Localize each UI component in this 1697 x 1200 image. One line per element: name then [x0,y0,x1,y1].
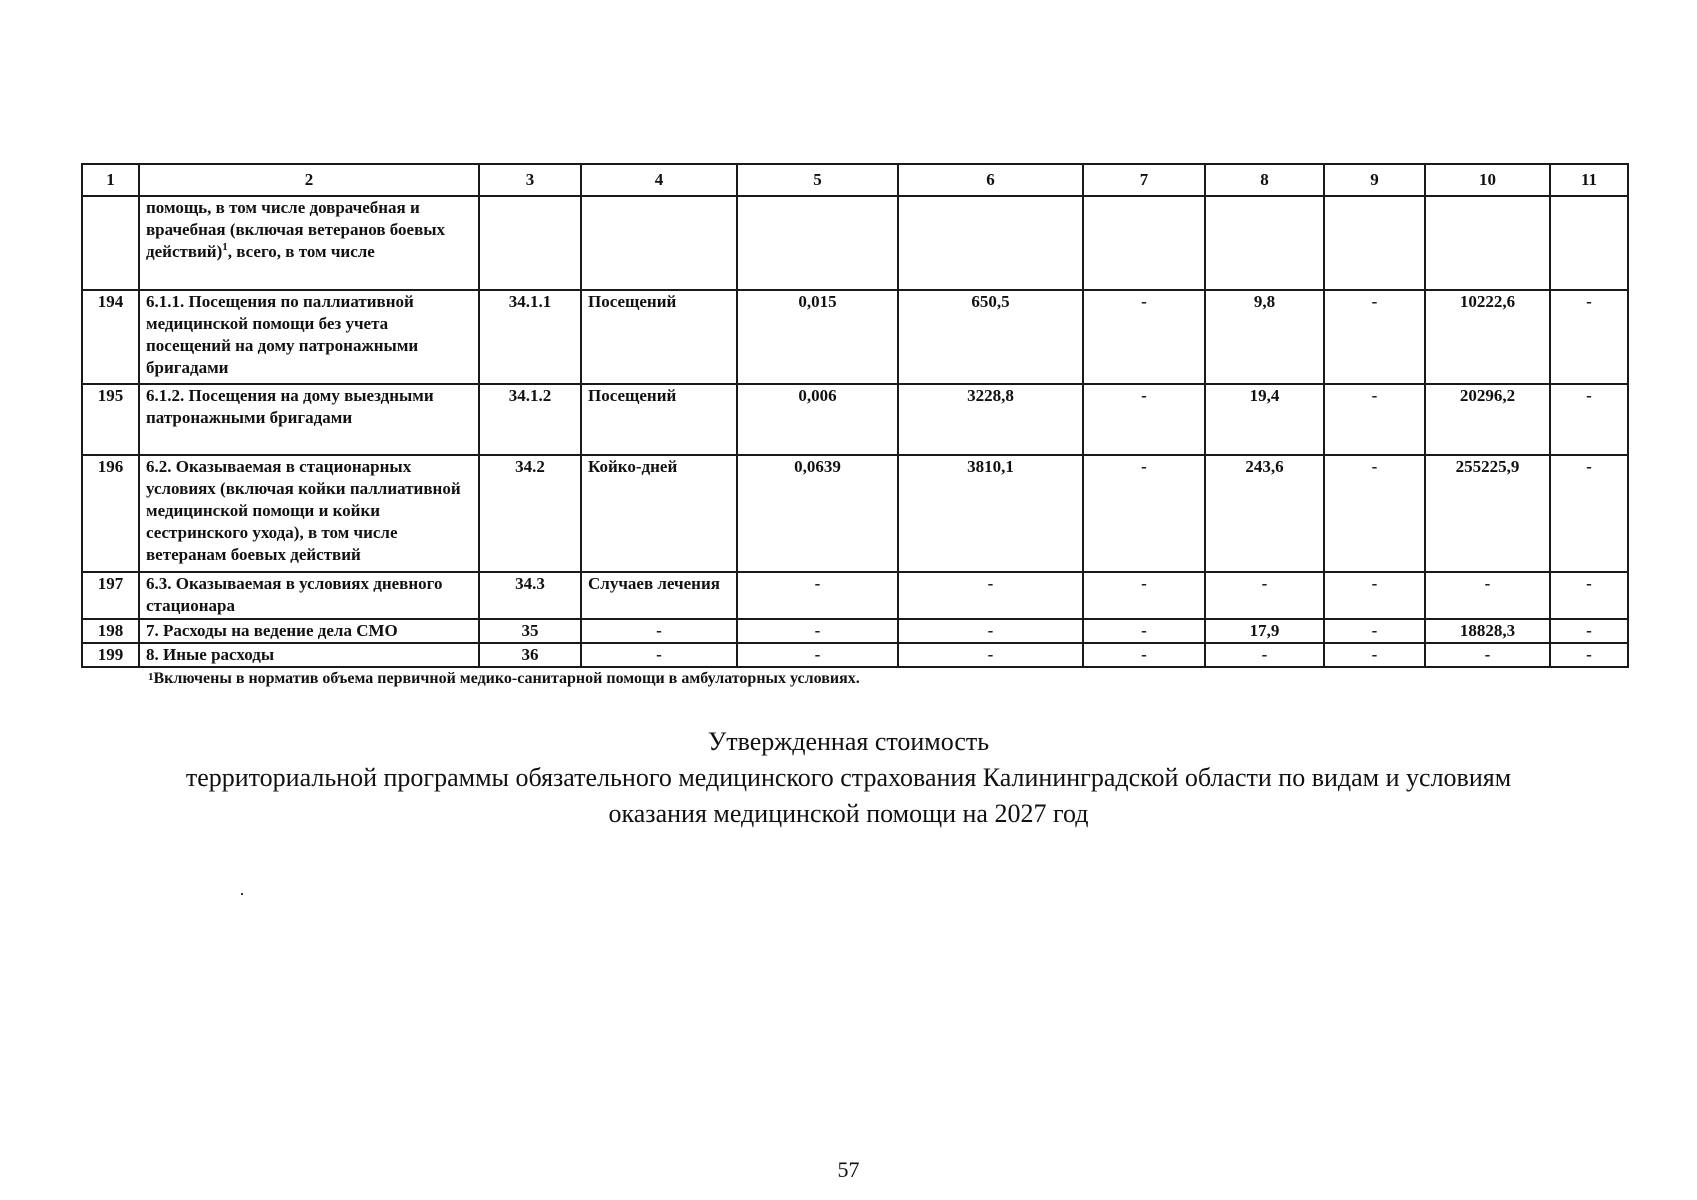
header-cell: 3 [479,164,581,196]
heading-line-3: оказания медицинской помощи на 2027 год [608,799,1089,828]
row-col11: - [1550,572,1628,619]
header-cell: 4 [581,164,737,196]
row-name-cell: помощь, в том числе доврачебная и врачебная (включая ветеранов боевых действий)$^1$, всего, в том числе [139,196,479,290]
row-code: 34.3 [479,572,581,619]
row-col10: 18828,3 [1425,619,1550,643]
row-number: 196 [82,455,139,572]
row-code: 34.2 [479,455,581,572]
row-col11: - [1550,455,1628,572]
heading-line-2: территориальной программы обязательного медицинского страхования Калининградской области по видам и условиям [185,763,1512,792]
table-header-row [82,164,1628,196]
header-cell: 8 [1205,164,1324,196]
row-col5: 0,015 [737,290,898,384]
row-number: 195 [82,384,139,455]
table-row [82,384,1628,455]
row-col8: - [1205,572,1324,619]
row-code: 35 [479,619,581,643]
row-number: 198 [82,619,139,643]
row-col11: - [1550,384,1628,455]
row-col10: 20296,2 [1425,384,1550,455]
header-cell: 6 [898,164,1083,196]
footnote [148,670,860,688]
row-col9: - [1324,384,1425,455]
row-unit: Посещений [581,384,737,455]
row-col6: - [898,572,1083,619]
row-col9: - [1324,290,1425,384]
page-number: 57 [837,1157,860,1182]
row-unit: Койко-дней [581,455,737,572]
row-code: 34.1.2 [479,384,581,455]
table-row [82,290,1628,384]
header-cell: 9 [1324,164,1425,196]
row-col5: 0,0639 [737,455,898,572]
footnote-marker: 1 [148,671,154,683]
row-name: 6.3. Оказываемая в условиях дневного стационара [139,572,479,619]
row-col6: 3228,8 [898,384,1083,455]
row-col10: - [1425,572,1550,619]
table-row [82,619,1628,643]
header-cell: 7 [1083,164,1205,196]
row-col9: - [1324,619,1425,643]
table-row [82,455,1628,572]
row-col6: 3810,1 [898,455,1083,572]
row-number: 199 [82,643,139,667]
row-col6: - [898,643,1083,667]
row-col6: - [898,619,1083,643]
row-unit: Посещений [581,290,737,384]
header-cell: 1 [82,164,139,196]
row-col10: 10222,6 [1425,290,1550,384]
row-col5: - [737,572,898,619]
row-col8: 243,6 [1205,455,1324,572]
row-col9: - [1324,455,1425,572]
row-name: 6.1.1. Посещения по паллиативной медицинской помощи без учета посещений на дому патронажными бригадами [139,290,479,384]
table-row [82,643,1628,667]
row-col9: - [1324,643,1425,667]
row-col11: - [1550,290,1628,384]
row-col8: 17,9 [1205,619,1324,643]
row-col5: - [737,619,898,643]
header-cell: 10 [1425,164,1550,196]
footnote-marker: 1 [222,241,228,253]
row-col11: - [1550,643,1628,667]
row-name: 6.1.2. Посещения на дому выездными патронажными бригадами [139,384,479,455]
row-col8: - [1205,643,1324,667]
row-col5: - [737,643,898,667]
row-name: 6.2. Оказываемая в стационарных условиях (включая койки паллиативной медицинской помощи и койки сестринского ухода), в том числе ветеранам боевых действий [139,455,479,572]
header-cell: 11 [1550,164,1628,196]
row-col8: 19,4 [1205,384,1324,455]
row-col7: - [1083,619,1205,643]
row-col11: - [1550,619,1628,643]
cost-table [81,163,1629,668]
section-heading [0,724,1697,832]
row-col10: 255225,9 [1425,455,1550,572]
row-code: 36 [479,643,581,667]
row-unit: - [581,643,737,667]
row-col6: 650,5 [898,290,1083,384]
scan-speck [241,893,243,895]
row-col7: - [1083,455,1205,572]
row-col8: 9,8 [1205,290,1324,384]
row-col9: - [1324,572,1425,619]
row-col7: - [1083,572,1205,619]
row-col7: - [1083,290,1205,384]
row-col7: - [1083,384,1205,455]
row-name: 8. Иные расходы [139,643,479,667]
row-col10: - [1425,643,1550,667]
table-row-continuation [82,196,1628,290]
header-cell: 2 [139,164,479,196]
row-unit: - [581,619,737,643]
header-cell: 5 [737,164,898,196]
footnote-text: Включены в норматив объема первичной медико-санитарной помощи в амбулаторных условиях. [153,670,860,687]
row-col5: 0,006 [737,384,898,455]
row-unit: Случаев лечения [581,572,737,619]
row-name: 7. Расходы на ведение дела СМО [139,619,479,643]
row-number: 194 [82,290,139,384]
row-col7: - [1083,643,1205,667]
table-row [82,572,1628,619]
row-code: 34.1.1 [479,290,581,384]
heading-line-1: Утвержденная стоимость [707,727,990,756]
cost-table-container [81,163,1627,668]
row-number: 197 [82,572,139,619]
